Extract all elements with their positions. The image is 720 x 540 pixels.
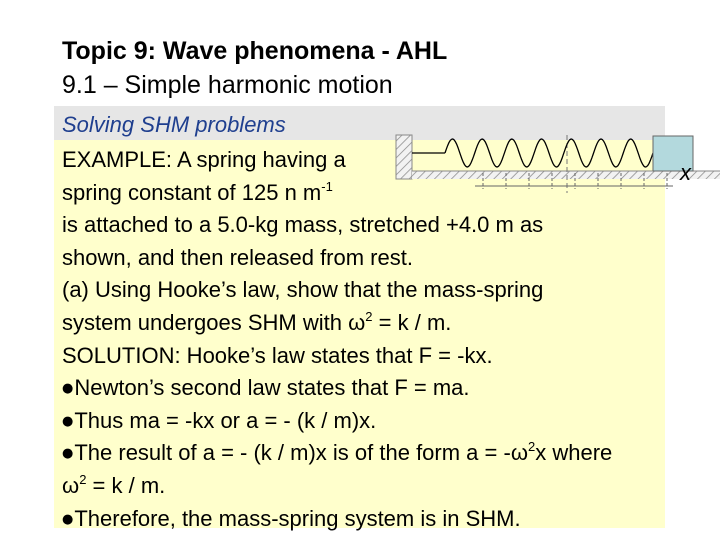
- text-line: EXAMPLE: A spring having a: [62, 147, 346, 172]
- text-line: spring constant of 125 n $m^{-1}$: [62, 178, 333, 205]
- text-line: is attached to a 5.0-kg mass, stretched +4.0 m as: [62, 212, 544, 238]
- slide-subtitle: 9.1 – Simple harmonic motion: [62, 71, 393, 99]
- bullet-icon: ●: [62, 413, 74, 429]
- bullet-icon: ●: [62, 381, 74, 397]
- bullet-line: ●Therefore, the mass-spring system is in SHM.: [62, 505, 521, 531]
- text-line: shown, and then released from rest.: [62, 244, 413, 270]
- slide-title: Topic 9: Wave phenomena - AHL: [62, 37, 448, 65]
- section-heading: Solving SHM problems: [62, 112, 286, 137]
- bullet-icon: ●: [62, 511, 74, 527]
- bullet-icon: ●: [62, 446, 74, 462]
- example-text: [62, 144, 702, 535]
- x-axis-label: x: [680, 160, 691, 185]
- bullet-line: ●Thus ma = -kx or a = - (k / m)x.: [62, 407, 377, 433]
- text-line: system undergoes SHM with $\omega^2 = k / m$.: [62, 308, 452, 335]
- bullet-line: ●The result of a = - (k / m)x is of the form $a = -\omega^2x$ where: [62, 439, 613, 466]
- text-line: SOLUTION: Hooke’s law states that F = -kx.: [62, 342, 493, 368]
- text-line: (a) Using Hooke’s law, show that the mass-spring: [62, 277, 544, 303]
- bullet-line: ●Newton’s second law states that F = ma.: [62, 375, 470, 401]
- text-line: $\omega^2 = k / m$.: [62, 471, 166, 498]
